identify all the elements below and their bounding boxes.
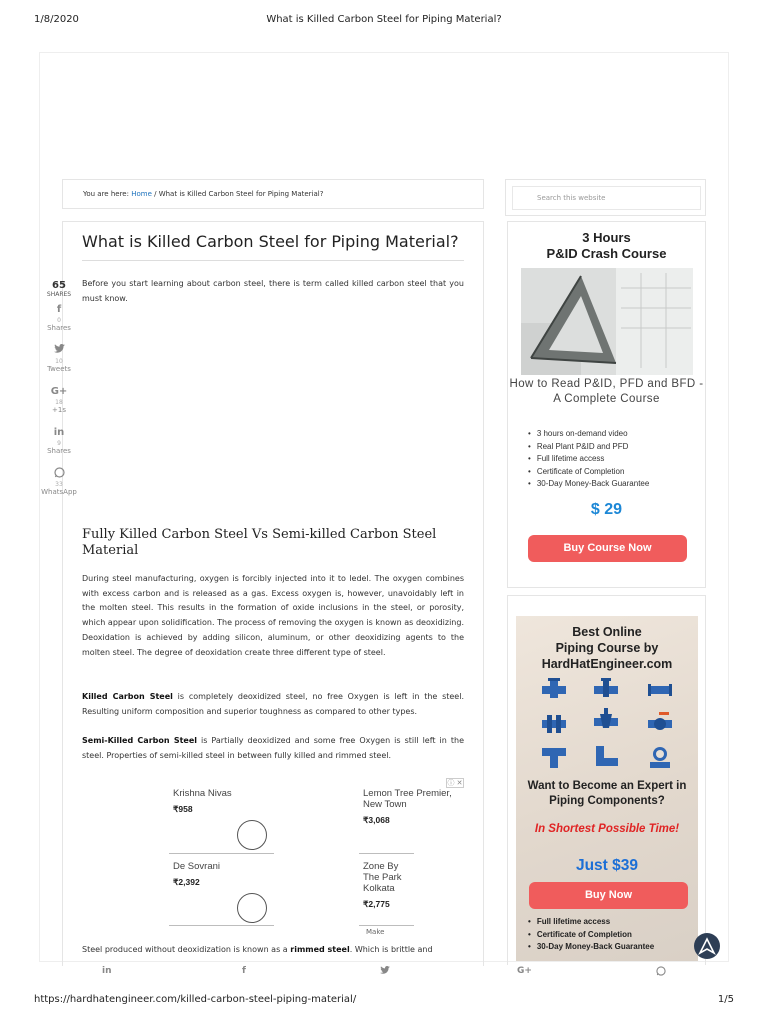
tee-fitting-icon (542, 746, 566, 768)
gate-valve-icon (594, 708, 618, 730)
twitter-icon[interactable] (380, 966, 390, 977)
rimmed-steel-paragraph (82, 943, 464, 958)
course-title-line2: P&ID Crash Course (546, 246, 667, 261)
hotel-card[interactable] (173, 861, 293, 888)
hotel-price: ₹3,068 (363, 815, 390, 825)
ad-footer-text: Make (366, 928, 385, 936)
hotel-image (237, 820, 267, 850)
facebook-icon[interactable]: f (242, 966, 246, 976)
list-item: • 30-Day Money-Back Guarantee (528, 941, 698, 954)
ad-features (528, 916, 698, 954)
ad-heading-line2: Piping Course by (555, 641, 659, 655)
rimmed-steel-text-start: Steel produced without deoxidization is known as a (82, 945, 291, 954)
buy-course-button[interactable]: Buy Course Now (528, 535, 687, 562)
divider (359, 853, 414, 854)
pipe-components-graphic (542, 678, 672, 768)
rimmed-steel-term: rimmed steel (290, 945, 350, 954)
share-googleplus[interactable] (40, 385, 78, 421)
share-bar (40, 280, 78, 503)
google-plus-icon[interactable]: G+ (517, 966, 532, 976)
course-image[interactable] (521, 268, 693, 375)
hotel-card[interactable] (363, 788, 464, 826)
breadcrumb (62, 179, 484, 209)
print-page-number: 1/5 (717, 994, 734, 1005)
section-heading: Fully Killed Carbon Steel Vs Semi-killed Carbon Steel Material (82, 527, 437, 558)
flange-icon (542, 712, 566, 734)
list-item: • Full lifetime access (528, 916, 698, 929)
course-ad-widget (507, 595, 706, 965)
print-header (0, 14, 768, 30)
hotel-name: Lemon Tree Premier, New Town (363, 788, 452, 810)
hotel-name: De Sovrani (173, 861, 220, 872)
share-twitter-count: 10 (55, 358, 63, 365)
article-paragraph: During steel manufacturing, oxygen is forcibly injected into it to ledel. The oxygen combines with excess carbon and is released as a gas. Excess oxygen is, however, unavoidably left in the molten steel. This results in the formation of oxide inclusions in the steel, or porosity, which appear upon solidification. The process of removing the oxygen is known as deoxidizing. Deoxidation is achieved by adding silicon, aluminum, or other deoxidizing agents to the molten steel. The degree of deoxidation create three different type of steel. (82, 574, 464, 657)
share-facebook[interactable] (40, 303, 78, 339)
whatsapp-icon[interactable] (656, 966, 666, 979)
ad-heading (516, 624, 698, 672)
ad-heading-line3: HardHatEngineer.com (541, 657, 673, 671)
breadcrumb-current: What is Killed Carbon Steel for Piping Material? (158, 190, 324, 198)
print-title: What is Killed Carbon Steel for Piping Material? (266, 14, 502, 25)
ad-question: Want to Become an Expert in Piping Components? (527, 780, 687, 807)
buy-now-button[interactable]: Buy Now (529, 882, 688, 909)
killed-steel-term: Killed Carbon Steel (82, 692, 173, 701)
article-intro: Before you start learning about carbon steel, there is term called killed carbon steel that you must know. (82, 279, 464, 303)
search-input[interactable] (512, 186, 701, 210)
share-whatsapp-label: WhatsApp (41, 488, 77, 496)
list-item: • 3 hours on-demand video (528, 428, 698, 441)
divider (169, 853, 274, 854)
course-subtitle: How to Read P&ID, PFD and BFD - A Complete Course (509, 378, 704, 405)
print-url: https://hardhatengineer.com/killed-carbon-steel-piping-material/ (34, 994, 357, 1005)
list-item: • Real Plant P&ID and PFD (528, 441, 698, 454)
share-googleplus-count: 18 (55, 399, 63, 406)
share-whatsapp-count: 33 (55, 481, 63, 488)
ad-emphasis: In Shortest Possible Time! (534, 823, 680, 835)
linkedin-icon: in (53, 427, 65, 438)
share-linkedin-count: 9 (57, 440, 61, 447)
twitter-icon (40, 344, 78, 358)
pipe-icon (648, 678, 672, 700)
hotel-name: Zone By The Park Kolkata (363, 861, 402, 894)
ball-valve-icon (648, 712, 672, 734)
ad-heading-line1: Best Online (572, 625, 642, 639)
course-price: $ 29 (590, 501, 623, 518)
facebook-icon: f (56, 304, 62, 315)
semi-killed-steel-term: Semi-Killed Carbon Steel (82, 736, 197, 745)
semi-killed-steel-text: is Partially deoxidized and some free Oxygen is still left in the steel. Properties of semi-killed steel in between fully killed and rimmed steel. (82, 736, 464, 760)
gauge-icon (648, 746, 672, 768)
hotel-price: ₹2,775 (363, 899, 390, 909)
breadcrumb-prefix: You are here: (83, 190, 129, 198)
whatsapp-icon (40, 467, 78, 481)
killed-steel-text: is completely deoxidized steel, no free Oxygen is left in the steel. Resulting uniform composition and superior toughness as compared to other types. (82, 692, 464, 716)
breadcrumb-home-link[interactable]: Home (131, 190, 152, 198)
share-googleplus-label: +1s (52, 406, 66, 414)
divider (169, 925, 274, 926)
scroll-to-top-button[interactable] (694, 933, 720, 959)
print-footer (0, 994, 768, 1010)
share-linkedin[interactable] (40, 426, 78, 462)
share-whatsapp[interactable] (40, 467, 78, 503)
rimmed-steel-text-end: . Which is brittle and (349, 945, 433, 954)
hotel-ad-widget[interactable] (164, 778, 464, 938)
course-title-line1: 3 Hours (582, 230, 631, 245)
share-twitter[interactable] (40, 344, 78, 380)
hotel-price: ₹2,392 (173, 877, 200, 887)
hotel-card[interactable] (363, 861, 415, 910)
share-total-label: SHARES (46, 291, 72, 298)
course-features (528, 428, 698, 491)
search-widget (505, 179, 706, 216)
share-linkedin-label: Shares (47, 447, 71, 455)
course-card (507, 221, 706, 588)
course-title (508, 230, 705, 262)
course-ad-banner[interactable] (516, 616, 698, 961)
share-total: 65 (52, 280, 66, 291)
arrow-up-icon (694, 933, 720, 959)
list-item: • Certificate of Completion (528, 466, 698, 479)
hotel-name: Krishna Nivas (173, 788, 232, 799)
hotel-image (237, 893, 267, 923)
semi-killed-steel-paragraph (82, 734, 464, 763)
ad-choices-badge[interactable]: ⓘ ✕ (447, 779, 463, 787)
print-date: 1/8/2020 (34, 14, 79, 25)
ad-price: Just $39 (575, 857, 639, 874)
killed-steel-paragraph (82, 690, 464, 719)
share-twitter-label: Tweets (47, 365, 71, 373)
share-facebook-label: Shares (47, 324, 71, 332)
list-item: • 30-Day Money-Back Guarantee (528, 478, 698, 491)
elbow-fitting-icon (594, 746, 618, 768)
share-facebook-count: 0 (57, 317, 61, 324)
valve-icon (542, 678, 566, 700)
hotel-card[interactable] (173, 788, 293, 815)
article-title: What is Killed Carbon Steel for Piping Material? (82, 232, 464, 261)
breadcrumb-separator: / (154, 190, 157, 198)
pump-icon (594, 678, 618, 700)
google-plus-icon: G+ (50, 386, 68, 397)
list-item: • Full lifetime access (528, 453, 698, 466)
linkedin-icon[interactable]: in (102, 966, 112, 976)
divider (359, 925, 414, 926)
hotel-price: ₹958 (173, 804, 193, 814)
list-item: • Certificate of Completion (528, 929, 698, 942)
